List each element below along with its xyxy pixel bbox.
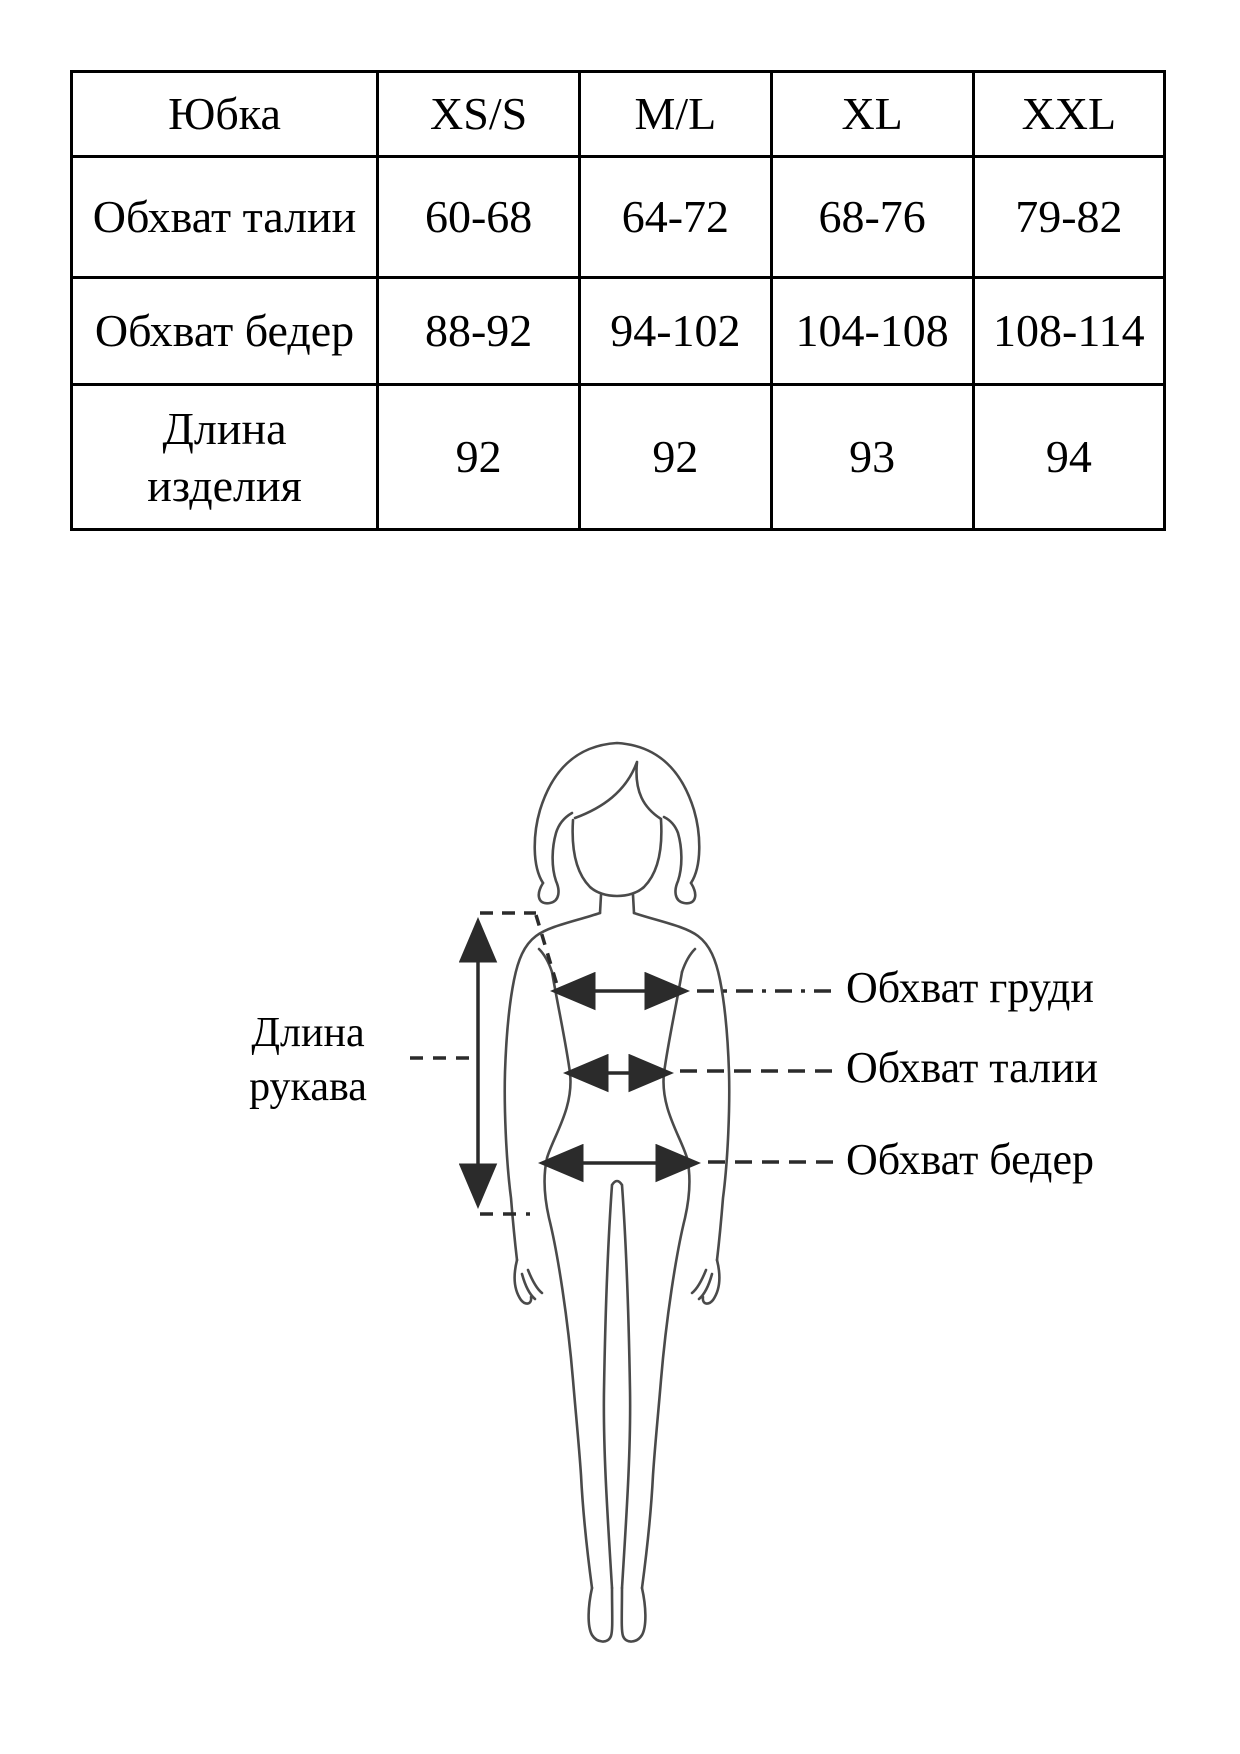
size-table xyxy=(70,70,1166,531)
row-label-length xyxy=(72,385,378,530)
table-row-hips xyxy=(72,278,1165,385)
table-row-length xyxy=(72,385,1165,530)
chest-circumference-label: Обхват груди xyxy=(846,963,1094,1012)
length-value-xxl: 94 xyxy=(973,385,1164,530)
waist-value-xxl: 79-82 xyxy=(973,157,1164,278)
row-label-hips: Обхват бедер xyxy=(72,278,378,385)
hips-value-xl: 104-108 xyxy=(771,278,973,385)
waist-value-m-l: 64-72 xyxy=(580,157,771,278)
face-outline xyxy=(573,820,662,896)
hair-left-flip xyxy=(539,813,572,903)
product-name-cell: Юбка xyxy=(72,72,378,157)
hair-right-flip xyxy=(664,817,695,903)
hips-value-xxl: 108-114 xyxy=(973,278,1164,385)
hips-value-xs-s: 88-92 xyxy=(378,278,580,385)
right-hand xyxy=(692,1260,719,1304)
length-value-xs-s: 92 xyxy=(378,385,580,530)
left-arm-outline xyxy=(505,913,600,1260)
waist-value-xs-s: 60-68 xyxy=(378,157,580,278)
inner-leg-lines xyxy=(604,1181,630,1588)
size-header-xl: XL xyxy=(771,72,973,157)
table-header-row xyxy=(72,72,1165,157)
neck-lines xyxy=(600,895,634,913)
waist-value-xl: 68-76 xyxy=(771,157,973,278)
left-hand xyxy=(515,1260,542,1304)
row-label-waist: Обхват талии xyxy=(72,157,378,278)
right-foot xyxy=(622,1588,646,1642)
right-torso-leg-outline xyxy=(642,972,689,1588)
row-label-length-text: Длина изделия xyxy=(147,402,302,511)
waist-circumference-label: Обхват талии xyxy=(846,1043,1099,1092)
hips-value-m-l: 94-102 xyxy=(580,278,771,385)
measurement-diagram xyxy=(0,640,1240,1754)
size-header-xxl: XXL xyxy=(973,72,1164,157)
size-header-m-l: M/L xyxy=(580,72,771,157)
hair-outline xyxy=(535,743,700,883)
body-figure-illustration xyxy=(505,743,730,1642)
measurement-annotations xyxy=(410,913,838,1214)
length-value-m-l: 92 xyxy=(580,385,771,530)
table-row-waist xyxy=(72,157,1165,278)
hair-fringe xyxy=(575,762,661,819)
hips-circumference-label: Обхват бедер xyxy=(846,1135,1094,1184)
size-header-xs-s: XS/S xyxy=(378,72,580,157)
left-foot xyxy=(589,1588,613,1642)
right-arm-outline xyxy=(634,913,729,1260)
left-torso-leg-outline xyxy=(545,972,592,1588)
length-value-xl: 93 xyxy=(771,385,973,530)
armpit-lines xyxy=(539,949,695,972)
sleeve-length-label: Длина рукава xyxy=(249,1010,367,1110)
